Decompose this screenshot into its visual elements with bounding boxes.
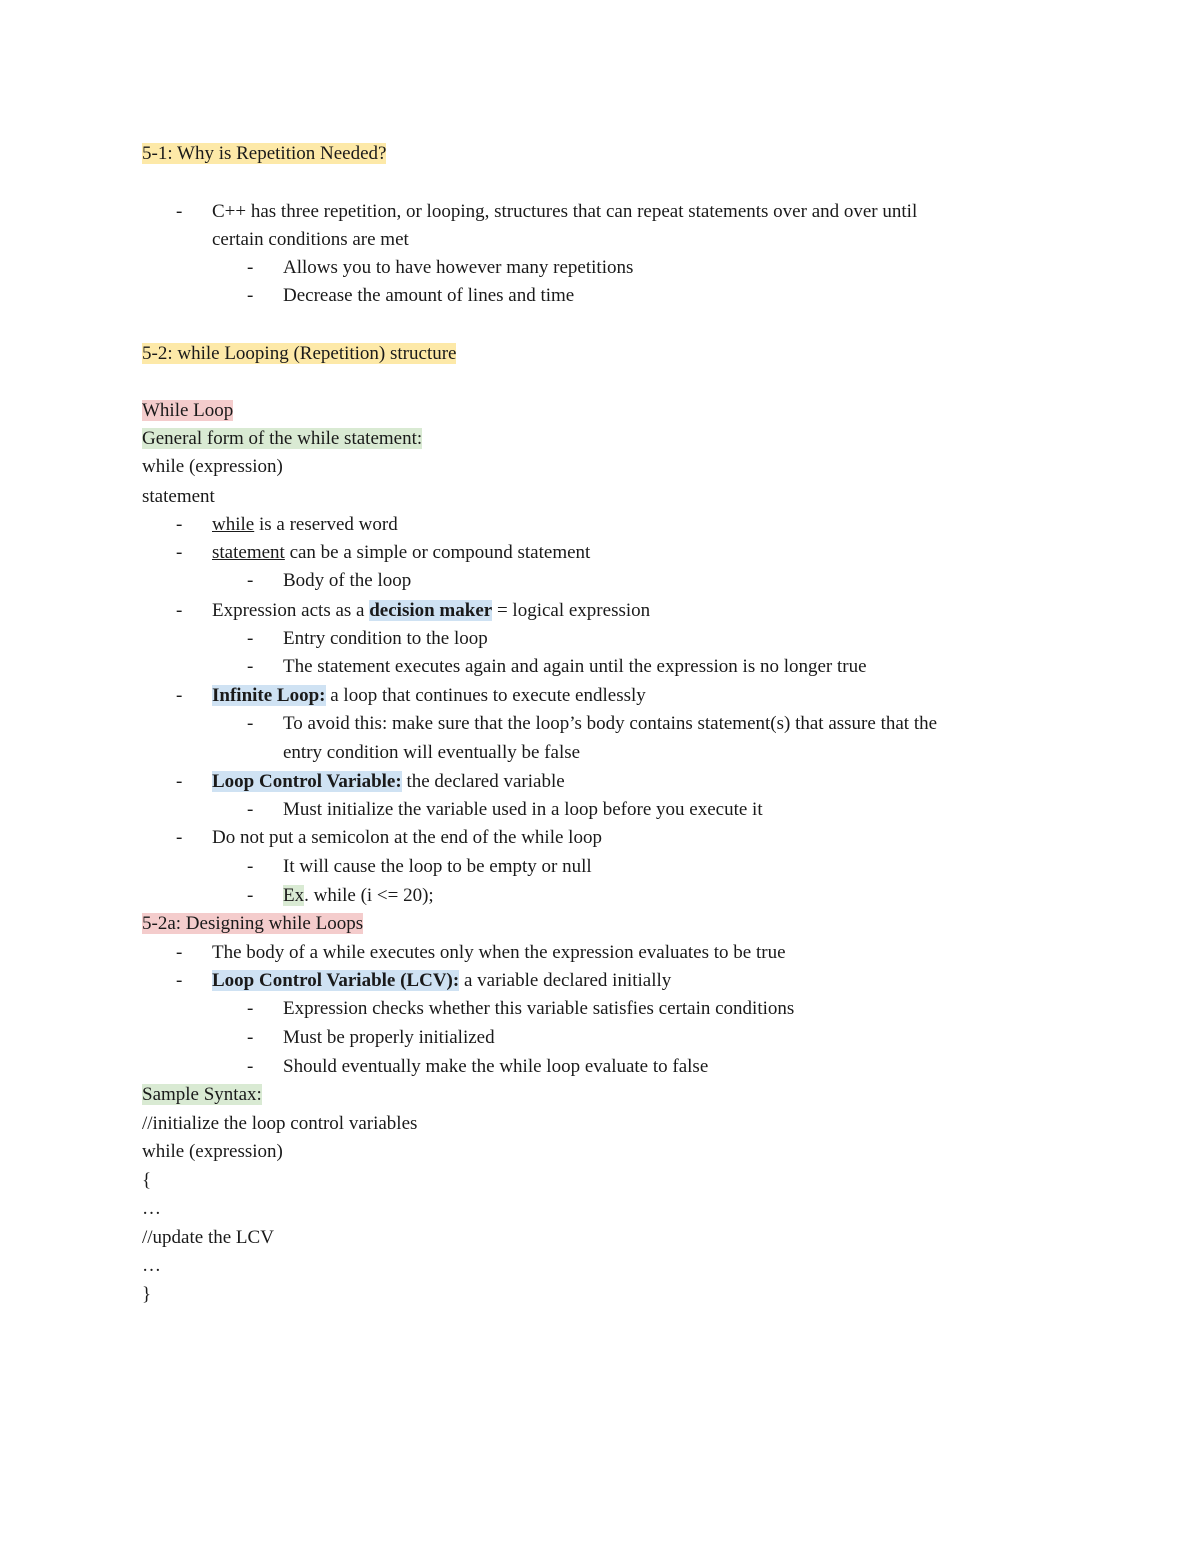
bullet-text (212, 598, 650, 624)
heading-text: 5-2a: Designing while Loops (142, 913, 364, 934)
sub-bullet-dash: - (247, 713, 254, 734)
code-line: statement (142, 486, 215, 507)
sub-bullet-text: Should eventually make the while loop evaluate to false (283, 1056, 709, 1077)
heading-text: 5-1: Why is Repetition Needed? (142, 143, 387, 164)
sub-bullet-text: Decrease the amount of lines and time (283, 285, 575, 306)
bullet-pre: Expression acts as a (212, 600, 370, 621)
sample-syntax-label (142, 1082, 262, 1108)
sub-bullet-text-continued: entry condition will eventually be false (283, 742, 581, 763)
bullet-rest: = logical expression (492, 600, 651, 621)
label-text: General form of the while statement: (142, 428, 423, 449)
bullet-dash: - (176, 685, 183, 706)
sub-bullet-text: Entry condition to the loop (283, 628, 488, 649)
example-code: . while (i <= 20); (304, 885, 434, 906)
bullet-text (212, 968, 671, 994)
sub-bullet-dash: - (247, 285, 254, 306)
sub-bullet-text: To avoid this: make sure that the loop’s body contains statement(s) that assure that the (283, 713, 938, 734)
bullet-text (212, 683, 646, 709)
bullet-rest: a loop that continues to execute endlessly (325, 685, 646, 706)
code-line: … (142, 1198, 161, 1219)
sub-bullet-dash: - (247, 885, 254, 906)
subheading-text: While Loop (142, 400, 234, 421)
sub-bullet-dash: - (247, 628, 254, 649)
bullet-dash: - (176, 970, 183, 991)
bullet-dash: - (176, 542, 183, 563)
bullet-rest: a variable declared initially (459, 970, 672, 991)
sub-bullet-dash: - (247, 570, 254, 591)
label-text: Sample Syntax: (142, 1084, 262, 1105)
bullet-dash: - (176, 942, 183, 963)
heading-text: 5-2: while Looping (Repetition) structure (142, 343, 457, 364)
sub-bullet-text: The statement executes again and again until the expression is no longer true (283, 656, 867, 677)
sub-bullet-text: Body of the loop (283, 570, 412, 591)
sub-bullet-text: Must be properly initialized (283, 1027, 495, 1048)
bullet-dash: - (176, 600, 183, 621)
bullet-dash: - (176, 771, 183, 792)
bullet-rest: can be a simple or compound statement (284, 542, 591, 563)
sub-bullet-dash: - (247, 656, 254, 677)
term: Infinite Loop: (212, 685, 326, 706)
bullet-text (212, 769, 565, 795)
sub-bullet-text (283, 883, 434, 909)
code-line: //update the LCV (142, 1227, 274, 1248)
sub-bullet-dash: - (247, 1027, 254, 1048)
code-line: { (142, 1170, 152, 1191)
sub-bullet-text: Expression checks whether this variable satisfies certain conditions (283, 998, 795, 1019)
term: Loop Control Variable (LCV): (212, 970, 460, 991)
code-line: //initialize the loop control variables (142, 1113, 418, 1134)
subheading-while-loop (142, 398, 233, 424)
bullet-text: Do not put a semicolon at the end of the while loop (212, 827, 602, 848)
example-label: Ex (283, 885, 305, 906)
sub-bullet-dash: - (247, 799, 254, 820)
code-line: } (142, 1284, 152, 1305)
general-form-label (142, 426, 422, 452)
section-heading-5-2 (142, 341, 456, 367)
bullet-rest: the declared variable (401, 771, 565, 792)
sub-bullet-dash: - (247, 998, 254, 1019)
term: decision maker (369, 600, 493, 621)
bullet-text: The body of a while executes only when the expression evaluates to be true (212, 942, 786, 963)
code-line: while (expression) (142, 456, 283, 477)
sub-bullet-text: It will cause the loop to be empty or null (283, 856, 592, 877)
section-heading-5-2a (142, 911, 363, 937)
term: statement (212, 542, 285, 563)
sub-bullet-dash: - (247, 856, 254, 877)
sub-bullet-text: Must initialize the variable used in a loop before you execute it (283, 799, 763, 820)
bullet-text-continued: certain conditions are met (212, 229, 409, 250)
bullet-text (212, 512, 398, 538)
code-line: while (expression) (142, 1141, 283, 1162)
section-heading-5-1 (142, 141, 386, 167)
term: while (212, 514, 255, 535)
sub-bullet-dash: - (247, 1056, 254, 1077)
bullet-text (212, 540, 590, 566)
bullet-text: C++ has three repetition, or looping, structures that can repeat statements over and over until (212, 201, 918, 222)
bullet-dash: - (176, 201, 183, 222)
bullet-dash: - (176, 827, 183, 848)
sub-bullet-dash: - (247, 257, 254, 278)
bullet-rest: is a reserved word (254, 514, 398, 535)
term: Loop Control Variable: (212, 771, 402, 792)
code-line: … (142, 1255, 161, 1276)
bullet-dash: - (176, 514, 183, 535)
sub-bullet-text: Allows you to have however many repetitions (283, 257, 634, 278)
